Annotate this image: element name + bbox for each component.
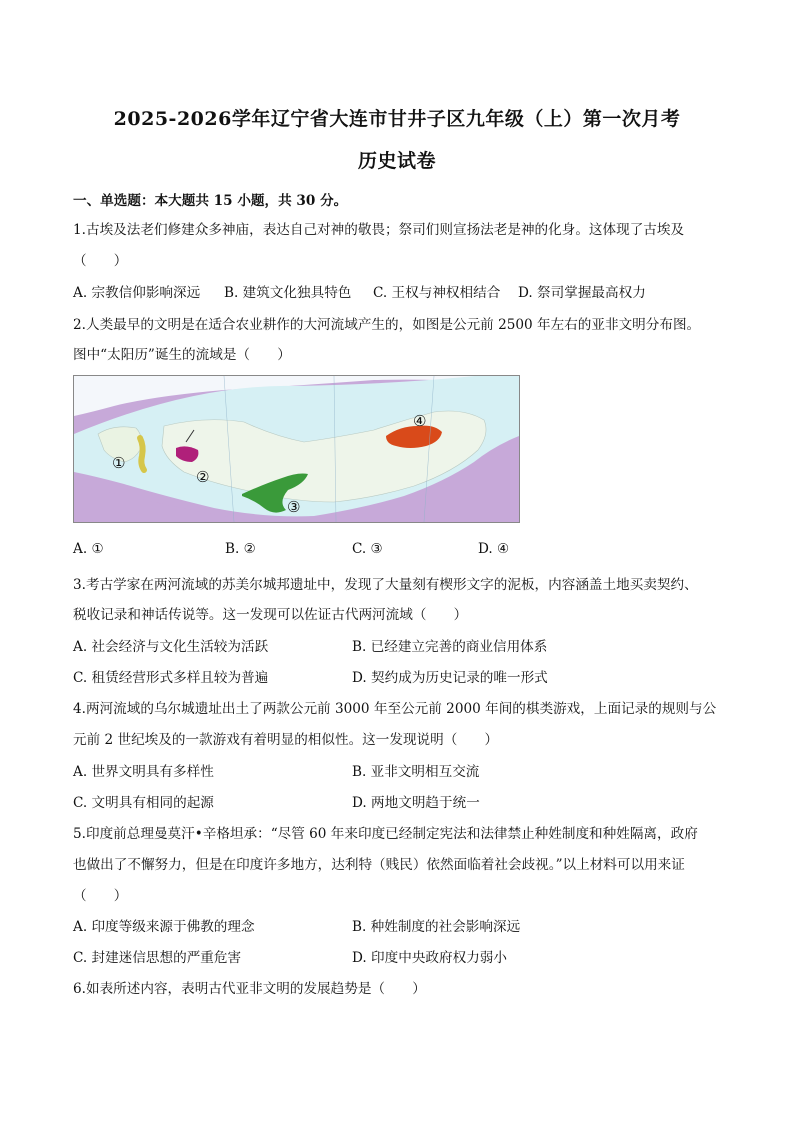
question-4-option-d[interactable]: D. 两地文明趋于统一 — [352, 795, 480, 811]
exam-subtitle: 历史试卷 — [357, 150, 436, 172]
question-2-stem-line2: 图中“太阳历”诞生的流域是（ ） — [73, 347, 291, 363]
question-4-stem-line2: 元前 2 世纪埃及的一款游戏有着明显的相似性。这一发现说明（ ） — [73, 732, 499, 748]
question-1-option-c[interactable]: C. 王权与神权相结合 — [373, 285, 501, 301]
question-2-option-d[interactable]: D. ④ — [478, 541, 510, 557]
question-2-option-b[interactable]: B. ② — [225, 541, 256, 557]
map-marker-1: ① — [112, 454, 126, 472]
question-5-option-a[interactable]: A. 印度等级来源于佛教的理念 — [73, 919, 255, 935]
question-4-stem-line1: 4.两河流域的乌尔城遗址出土了两款公元前 3000 年至公元前 2000 年间的棋类游戏，上面记录的规则与公 — [73, 701, 717, 717]
question-3-option-a[interactable]: A. 社会经济与文化生活较为活跃 — [73, 639, 269, 655]
section-heading: 一、单选题：本大题共 15 小题，共 30 分。 — [73, 193, 348, 209]
question-4-option-a[interactable]: A. 世界文明具有多样性 — [73, 764, 214, 780]
civilization-map — [73, 375, 520, 523]
question-1-option-a[interactable]: A. 宗教信仰影响深远 — [73, 285, 201, 301]
question-5-stem-line3: （ ） — [73, 888, 128, 904]
question-5-option-d[interactable]: D. 印度中央政府权力弱小 — [352, 950, 507, 966]
exam-title: 2025-2026学年辽宁省大连市甘井子区九年级（上）第一次月考 — [113, 108, 681, 130]
map-marker-2: ② — [196, 468, 210, 486]
question-3-option-d[interactable]: D. 契约成为历史记录的唯一形式 — [352, 670, 548, 686]
question-5-option-b[interactable]: B. 种姓制度的社会影响深远 — [352, 919, 521, 935]
question-3-option-c[interactable]: C. 租赁经营形式多样且较为普遍 — [73, 670, 269, 686]
question-3-option-b[interactable]: B. 已经建立完善的商业信用体系 — [352, 639, 548, 655]
question-6-stem-line1: 6.如表所述内容，表明古代亚非文明的发展趋势是（ ） — [73, 981, 426, 997]
question-1-stem-line2: （ ） — [73, 253, 128, 269]
question-2-option-a[interactable]: A. ① — [73, 541, 104, 557]
question-2-stem-line1: 2.人类最早的文明是在适合农业耕作的大河流域产生的，如图是公元前 2500 年左右的亚非文明分布图。 — [73, 317, 701, 333]
question-1-stem-line1: 1.古埃及法老们修建众多神庙，表达自己对神的敬畏；祭司们则宣扬法老是神的化身。这体现了古埃及 — [73, 222, 685, 238]
question-5-stem-line1: 5.印度前总理曼莫汗•辛格坦承：“尽管 60 年来印度已经制定宪法和法律禁止种姓制度和种姓隔离，政府 — [73, 826, 698, 842]
map-marker-3: ③ — [287, 498, 301, 516]
question-4-option-c[interactable]: C. 文明具有相同的起源 — [73, 795, 214, 811]
question-1-option-d[interactable]: D. 祭司掌握最高权力 — [518, 285, 646, 301]
question-4-option-b[interactable]: B. 亚非文明相互交流 — [352, 764, 480, 780]
map-marker-4: ④ — [413, 412, 427, 430]
question-5-stem-line2: 也做出了不懈努力，但是在印度许多地方，达利特（贱民）依然面临着社会歧视。”以上材料可以用来证 — [73, 857, 685, 873]
question-5-option-c[interactable]: C. 封建迷信思想的严重危害 — [73, 950, 242, 966]
question-2-option-c[interactable]: C. ③ — [352, 541, 383, 557]
question-3-stem-line2: 税收记录和神话传说等。这一发现可以佐证古代两河流域（ ） — [73, 607, 468, 623]
question-1-option-b[interactable]: B. 建筑文化独具特色 — [224, 285, 352, 301]
question-3-stem-line1: 3.考古学家在两河流域的苏美尔城邦遗址中，发现了大量刻有楔形文字的泥板，内容涵盖土地买卖契约、 — [73, 577, 698, 593]
